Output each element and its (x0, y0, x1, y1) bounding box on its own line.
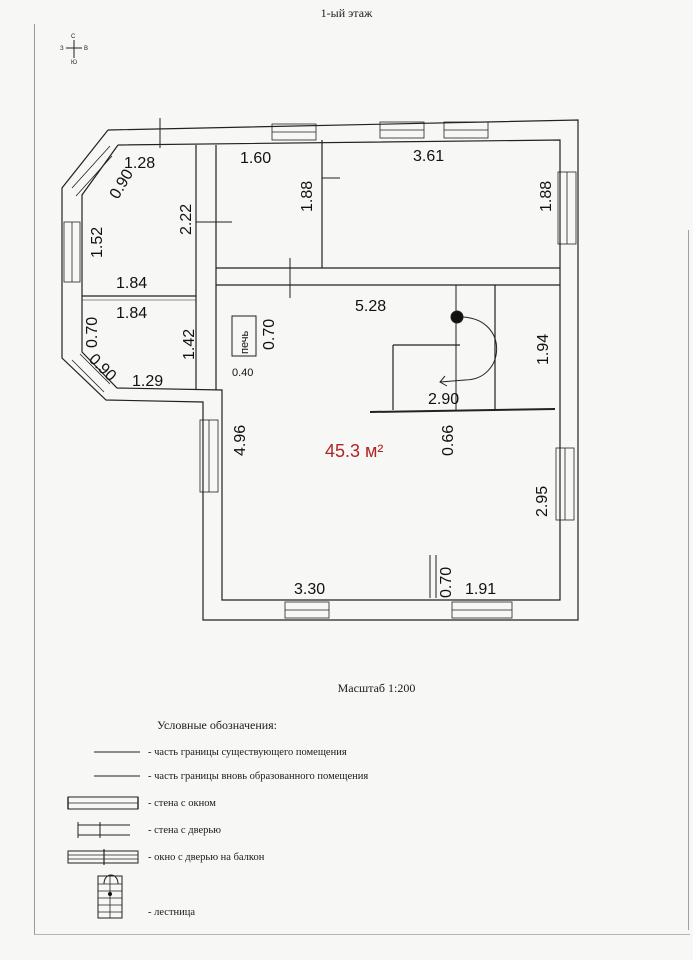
legend-title: Условные обозначения: (157, 718, 278, 732)
legend-label: - окно с дверью на балкон (148, 851, 265, 863)
window-wall-icon (64, 793, 140, 813)
thin-line-icon (64, 742, 140, 762)
compass-east: В (84, 46, 89, 52)
dim-0-90-bottom: 0.90 (85, 350, 120, 385)
windows (64, 122, 576, 618)
legend-label: - стена с дверью (148, 824, 222, 836)
walls (62, 120, 578, 620)
dim-2-22: 2.22 (178, 203, 195, 235)
dim-0-90-top: 0.90 (106, 166, 138, 202)
dim-2-90: 2.90 (428, 391, 460, 408)
dim-1-84-a: 1.84 (116, 275, 148, 292)
stairs-legend-icon (64, 872, 140, 922)
dim-0-70-stove: 0.70 (261, 318, 278, 350)
dim-1-88-mid: 1.88 (299, 180, 316, 212)
legend-label: - стена с окном (148, 797, 216, 809)
legend-item-new-boundary (64, 766, 368, 786)
door-wall-icon (64, 820, 140, 840)
area-label: 45.3 м² (325, 441, 384, 461)
stove-label: печь (239, 330, 251, 354)
dim-0-70-left: 0.70 (84, 316, 101, 348)
dim-1-88-right: 1.88 (538, 180, 555, 212)
legend-item-existing-boundary (64, 742, 347, 762)
dim-0-66: 0.66 (440, 424, 457, 456)
dim-3-61: 3.61 (413, 148, 445, 165)
dim-1-28: 1.28 (124, 155, 156, 172)
compass-south: Ю (71, 60, 78, 66)
legend-item-door-wall (64, 820, 221, 840)
dim-1-42: 1.42 (181, 328, 198, 360)
dim-0-40: 0.40 (232, 367, 254, 379)
dim-1-29: 1.29 (132, 373, 164, 390)
dim-3-30: 3.30 (294, 581, 326, 598)
legend-label: - часть границы существующего помещения (148, 746, 347, 758)
scale-label: Масштаб 1:200 (337, 681, 416, 695)
legend-item-stairs (64, 872, 195, 922)
floor-title: 1-ый этаж (320, 6, 373, 20)
dim-1-84-b: 1.84 (116, 305, 148, 322)
dim-4-96: 4.96 (232, 424, 249, 456)
legend-label: - лестница (148, 907, 196, 918)
dim-1-94: 1.94 (535, 333, 552, 365)
dim-1-91: 1.91 (465, 581, 497, 598)
dim-0-70-bottom: 0.70 (438, 566, 455, 598)
dim-2-95: 2.95 (534, 485, 551, 517)
dim-5-28: 5.28 (355, 298, 387, 315)
legend-item-window-wall (64, 793, 216, 813)
thin-line-icon (64, 766, 140, 786)
compass-icon (60, 34, 88, 66)
compass-west: З (60, 46, 64, 52)
legend-item-balcony-door (64, 847, 264, 867)
dim-1-52: 1.52 (89, 226, 106, 258)
dim-1-60: 1.60 (240, 150, 272, 167)
balcony-door-icon (64, 847, 140, 867)
legend-label: - часть границы вновь образованного помещения (148, 770, 369, 782)
stairs-icon (440, 311, 497, 386)
compass-north: С (71, 34, 76, 40)
